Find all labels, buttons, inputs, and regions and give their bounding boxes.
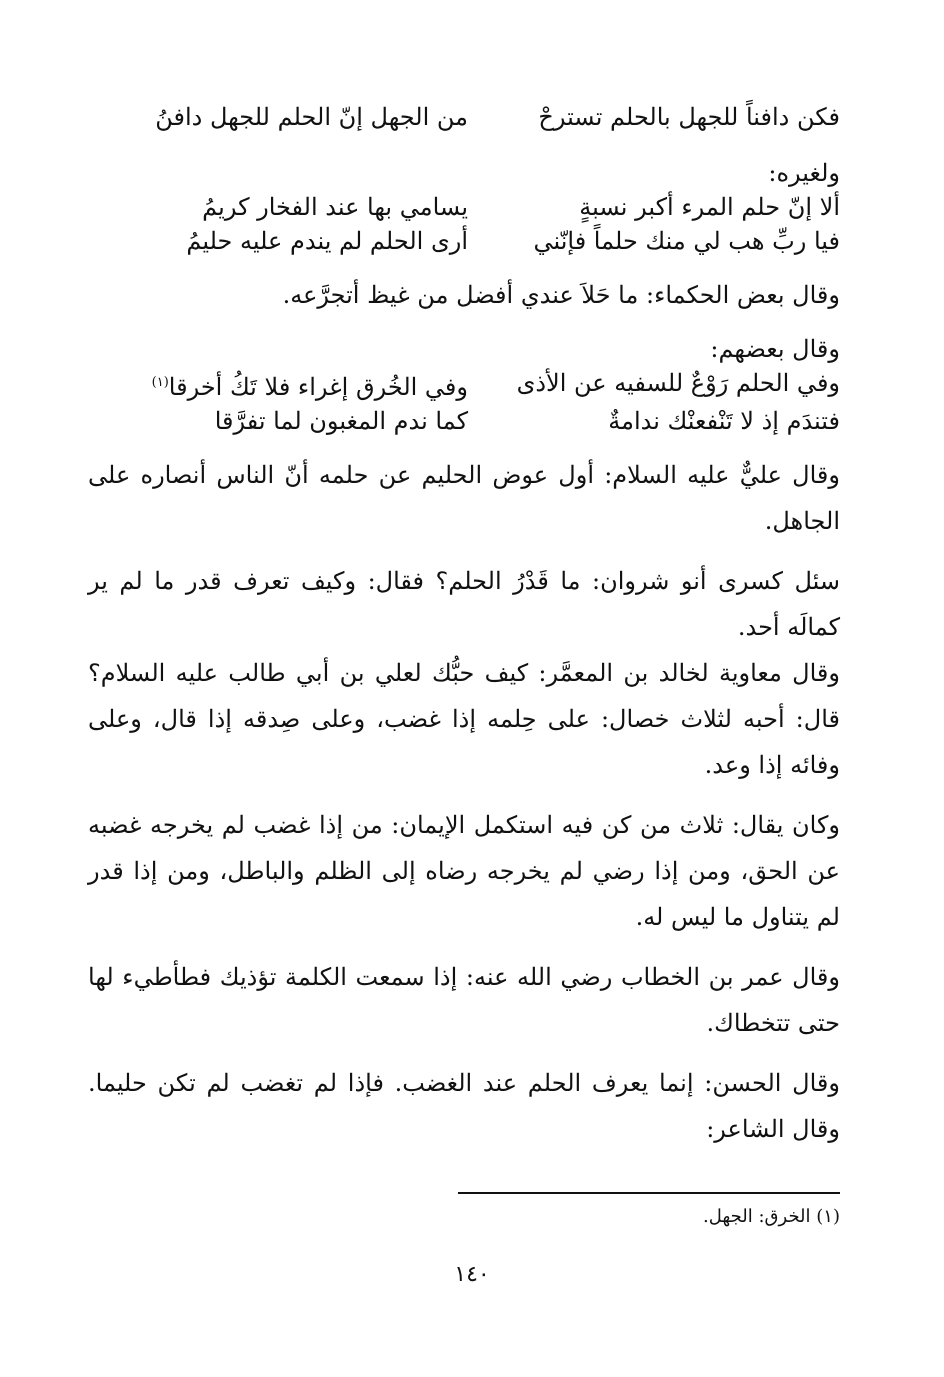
footnote-divider: [458, 1192, 840, 1194]
verse-line: [88, 224, 840, 258]
page-body: [88, 100, 840, 1152]
verse-hemistich-first: فيا ربِّ هب لي منك حلماً فإنّني: [533, 227, 840, 255]
verse-line: [88, 366, 840, 404]
paragraph-hukama: وقال بعض الحكماء: ما حَلاَ عندي أفضل من غيظ أتجرَّعه.: [282, 281, 840, 309]
verse-hemistich-second: من الجهل إنّ الحلم للجهل دافنُ: [155, 103, 468, 131]
verse-hemistich-second: كما ندم المغبون لما تفرَّقا: [214, 407, 468, 435]
verse-line: [88, 190, 840, 224]
paragraph-iman: وكان يقال: ثلاث من كن فيه استكمل الإيمان: من إذا غضب لم يخرجه غضبه عن الحق، ومن إذا رضي لم يخرجه رضاه إلى الظلم والباطل، ومن إذا قدر لم يتناول ما ليس له.: [88, 811, 840, 931]
verse-hemistich-second: [88, 366, 468, 404]
verse-hemistich-first: فكن دافناً للجهل بالحلم تسترحْ: [538, 103, 840, 131]
verse-line: [88, 100, 840, 134]
verse-hemistich-second: أرى الحلم لم يندم عليه حليمُ: [186, 227, 468, 255]
verse-line: [88, 404, 840, 438]
verse-hemistich-first: ألا إنّ حلم المرء أكبر نسبةٍ: [579, 193, 840, 221]
paragraph-ali: وقال عليٌّ عليه السلام: أول عوض الحليم عن حلمه أنّ الناس أنصاره على الجاهل.: [88, 461, 840, 535]
poem-intro: وقال بعضهم:: [710, 335, 840, 363]
verse-text: وفي الخُرق إغراء فلا تَكُ أخرقا: [168, 373, 468, 401]
paragraph-umar: وقال عمر بن الخطاب رضي الله عنه: إذا سمعت الكلمة تؤذيك فطأطيء لها حتى تتخطاك.: [88, 963, 840, 1037]
page-number: ١٤٠: [454, 1262, 490, 1287]
verse-hemistich-second: يسامي بها عند الفخار كريمُ: [202, 193, 468, 221]
poem-intro: ولغيره:: [768, 159, 840, 187]
paragraph-muawiya: وقال معاوية لخالد بن المعمَّر: كيف حبُّك لعلي بن أبي طالب عليه السلام؟ قال: أحبه لثلاث خصال: على حِلمه إذا غضب، وعلى صِدقه إذا قال، وعلى وفائه إذا وعد.: [88, 659, 840, 779]
paragraph-hasan: وقال الحسن: إنما يعرف الحلم عند الغضب. فإذا لم تغضب لم تكن حليما. وقال الشاعر:: [88, 1069, 840, 1143]
verse-hemistich-first: فتندَم إذ لا تَنْفعنْك ندامةٌ: [608, 407, 840, 435]
footnote-reference: (١): [151, 375, 169, 390]
paragraph-kisra: سئل كسرى أنو شروان: ما قَدْرُ الحلم؟ فقال: وكيف تعرف قدر ما لم ير كمالَه أحد.: [88, 567, 840, 641]
poem-block-baadhuhum: [88, 332, 840, 438]
poem-block-other: [88, 156, 840, 258]
verse-hemistich-first: وفي الحلم رَوْعٌ للسفيه عن الأذى: [516, 369, 840, 397]
footnote: (١) الخرق: الجهل.: [703, 1206, 840, 1227]
